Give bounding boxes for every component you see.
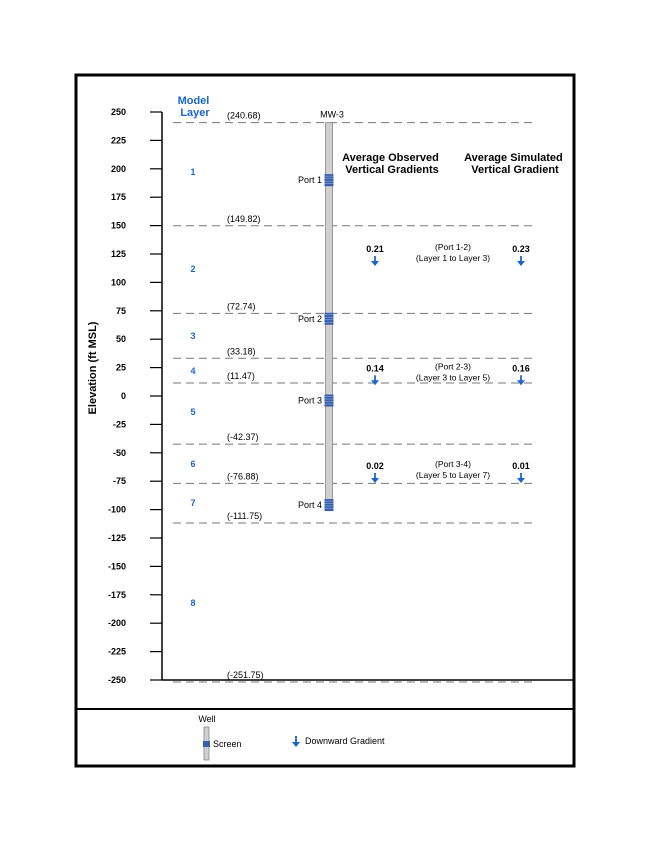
legend-arrow-label: Downward Gradient	[305, 736, 385, 746]
well-screen	[325, 499, 334, 511]
y-axis-ticks	[108, 107, 162, 685]
observed-header-line2: Vertical Gradients	[345, 164, 439, 176]
boundary-elevation-label: (149.82)	[227, 213, 261, 224]
y-tick-label: 100	[110, 277, 126, 288]
legend-well-label: Well	[198, 714, 216, 724]
well-screen	[325, 174, 334, 186]
simulated-gradient-value: 0.16	[512, 363, 530, 374]
observed-arrow-icon	[371, 473, 379, 483]
y-tick-label: 50	[115, 334, 126, 345]
y-tick-label: 25	[115, 362, 126, 373]
port-pair-label: (Port 1-2)	[435, 242, 471, 252]
y-tick-label: 225	[110, 135, 126, 146]
y-tick-label: -250	[107, 675, 126, 685]
layer-pair-label: (Layer 3 to Layer 5)	[415, 372, 491, 383]
model-layer-header-line1: Model	[177, 95, 210, 107]
model-layer-label: 8	[190, 597, 196, 608]
simulated-arrow-icon	[517, 473, 525, 483]
legend-screen-label: Screen	[213, 739, 242, 749]
port-label: Port 3	[297, 395, 322, 406]
simulated-header	[464, 152, 566, 176]
well-screen	[325, 395, 334, 407]
y-tick-label: 150	[110, 220, 126, 231]
model-layer-label: 3	[190, 330, 196, 341]
y-tick-label: -200	[107, 618, 126, 629]
port-label: Port 1	[297, 175, 322, 186]
layer-boundaries	[173, 111, 532, 682]
model-layer-label: 4	[190, 366, 196, 377]
boundary-elevation-label: (240.68)	[227, 110, 261, 121]
legend	[198, 714, 385, 760]
simulated-gradient-value: 0.01	[512, 460, 530, 471]
port-pair-label: (Port 3-4)	[435, 458, 471, 469]
boundary-elevation-label: (-76.88)	[227, 471, 259, 482]
simulated-arrow-icon	[517, 375, 525, 385]
port-label: Port 4	[297, 500, 322, 511]
port-label: Port 2	[297, 313, 322, 324]
boundary-elevation-label: (33.18)	[227, 346, 256, 357]
simulated-arrow-icon	[517, 256, 525, 266]
gradient-annotations	[366, 242, 530, 483]
y-tick-label: -75	[112, 476, 126, 487]
y-tick-label: 200	[110, 163, 126, 174]
boundary-elevation-label: (-251.75)	[227, 669, 264, 680]
y-tick-label: 125	[110, 249, 126, 259]
observed-gradient-value: 0.14	[366, 363, 384, 374]
model-layer-label: 1	[190, 167, 196, 178]
observed-arrow-icon	[371, 375, 379, 385]
well-mw3	[298, 110, 344, 511]
simulated-gradient-value: 0.23	[512, 244, 530, 254]
well-name-label: MW-3	[320, 109, 344, 120]
boundary-elevation-label: (-111.75)	[227, 510, 263, 521]
observed-gradient-value: 0.02	[366, 460, 384, 471]
model-layer-header-line2: Layer	[180, 107, 210, 119]
model-layer-label: 6	[190, 459, 196, 470]
observed-header-line1: Average Observed	[342, 152, 439, 164]
model-layer-label: 2	[190, 263, 196, 274]
model-layer-label: 5	[190, 406, 196, 417]
observed-header	[342, 152, 442, 176]
y-tick-label: -150	[107, 561, 126, 572]
y-axis-label: Elevation (ft MSL)	[87, 321, 99, 415]
y-tick-label: -225	[107, 646, 126, 657]
y-tick-label: -175	[107, 589, 126, 600]
simulated-header-line1: Average Simulated	[464, 152, 563, 164]
model-layer-labels	[190, 167, 195, 608]
y-tick-label: 250	[110, 107, 126, 117]
observed-gradient-value: 0.21	[366, 244, 384, 254]
legend-arrow-icon	[292, 736, 300, 747]
port-pair-label: (Port 2-3)	[435, 361, 471, 372]
model-layer-header	[178, 95, 213, 119]
y-tick-label: 0	[120, 391, 126, 401]
model-layer-label: 7	[190, 497, 196, 508]
layer-pair-label: (Layer 1 to Layer 3)	[415, 253, 491, 263]
legend-screen-icon	[203, 741, 210, 747]
boundary-elevation-label: (11.47)	[227, 370, 255, 381]
boundary-elevation-label: (72.74)	[227, 301, 256, 312]
y-tick-label: 75	[115, 305, 126, 316]
simulated-header-line2: Vertical Gradient	[471, 164, 559, 176]
boundary-elevation-label: (-42.37)	[227, 432, 259, 443]
observed-arrow-icon	[371, 256, 379, 266]
well-screen	[325, 313, 334, 325]
y-tick-label: -25	[112, 419, 126, 430]
y-tick-label: -125	[107, 533, 126, 543]
y-tick-label: 175	[110, 192, 126, 203]
layer-pair-label: (Layer 5 to Layer 7)	[415, 469, 491, 480]
y-tick-label: -100	[107, 504, 126, 515]
y-tick-label: -50	[112, 447, 126, 458]
